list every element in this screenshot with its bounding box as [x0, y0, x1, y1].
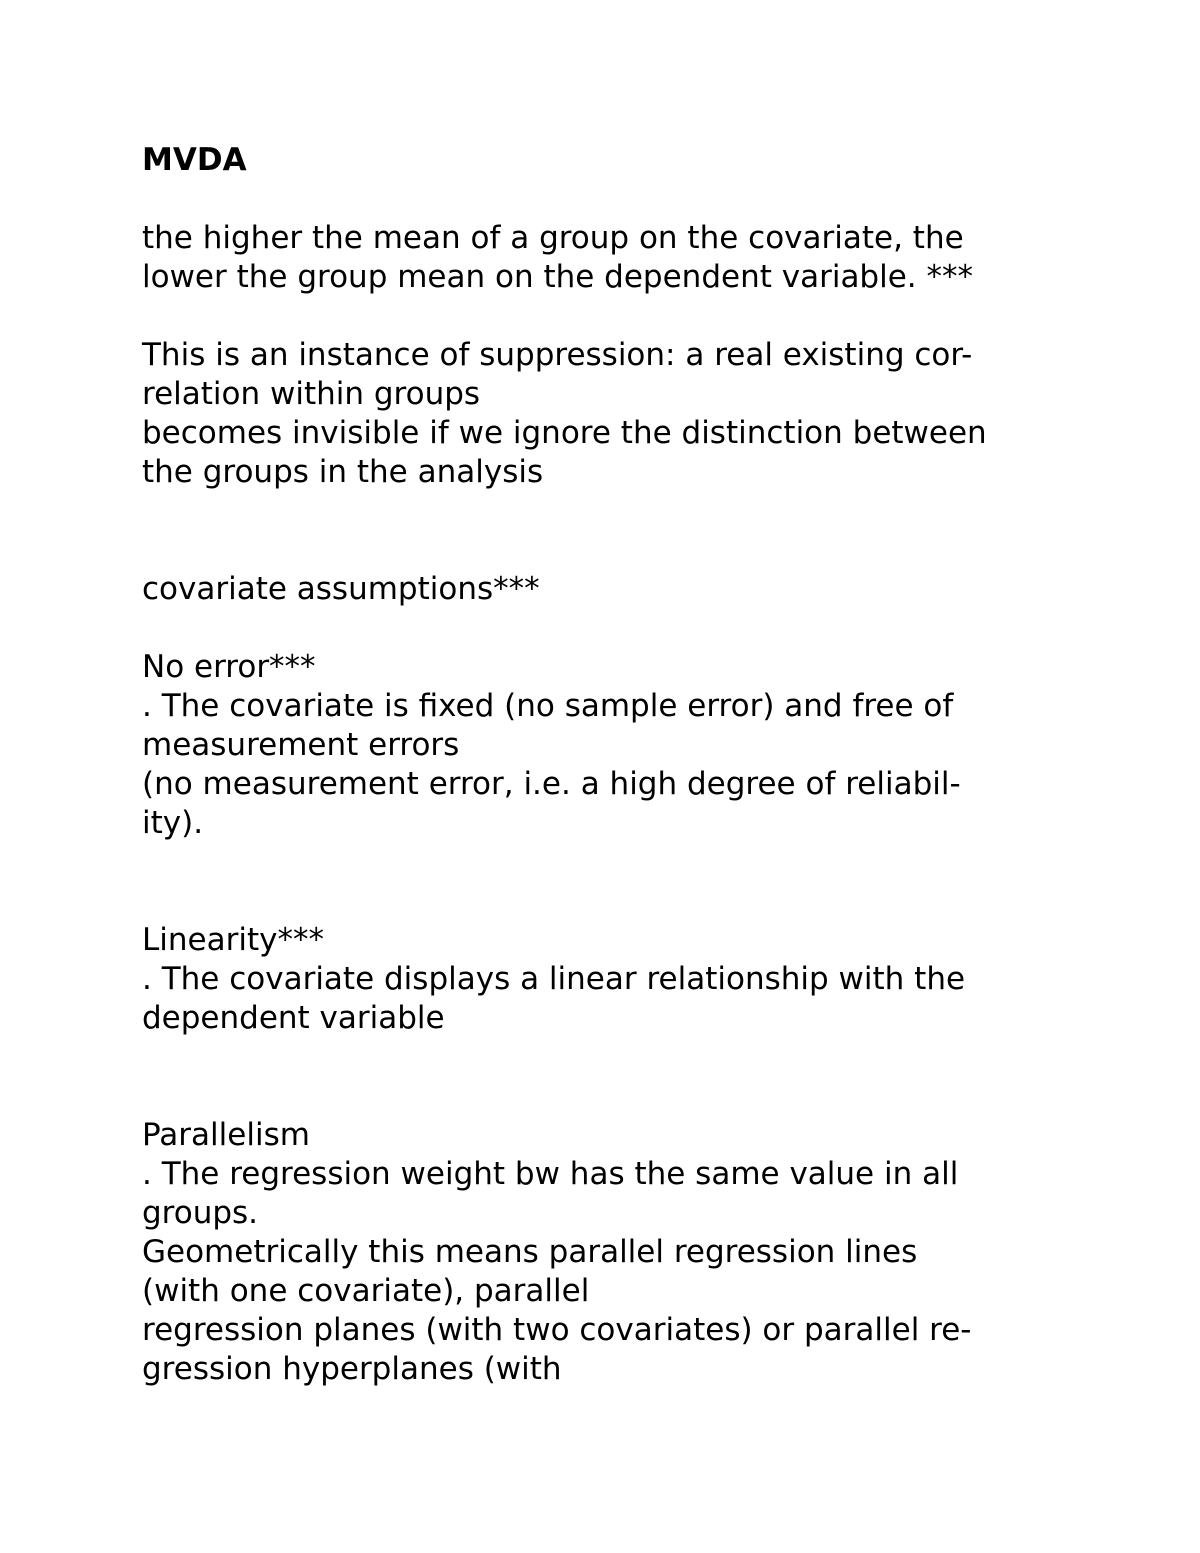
document-title: MVDA [142, 142, 247, 178]
text-line: . The covariate is fixed (no sample error) and free of [142, 688, 954, 724]
section-no-error [142, 648, 1082, 843]
text-line: dependent variable [142, 1000, 445, 1036]
section-heading: covariate assumptions*** [142, 571, 540, 607]
text-line: (with one covariate), parallel [142, 1273, 590, 1309]
section-heading: No error*** [142, 649, 316, 685]
section-parallelism [142, 1116, 1082, 1389]
text-line: gression hyperplanes (with [142, 1351, 562, 1387]
text-line: lower the group mean on the dependent variable. *** [142, 259, 974, 295]
text-line: measurement errors [142, 727, 460, 763]
paragraph-suppression [142, 336, 1082, 492]
text-line: relation within groups [142, 376, 481, 412]
text-line: . The covariate displays a linear relationship with the [142, 961, 966, 997]
section-heading: Linearity*** [142, 922, 324, 958]
text-line: becomes invisible if we ignore the distinction between [142, 415, 987, 451]
text-line: regression planes (with two covariates) or parallel re- [142, 1312, 972, 1348]
text-line: the higher the mean of a group on the covariate, the [142, 220, 964, 256]
section-linearity [142, 921, 1082, 1038]
text-line: groups. [142, 1195, 259, 1231]
text-line: (no measurement error, i.e. a high degree of reliabil- [142, 766, 961, 802]
text-line: This is an instance of suppression: a real existing cor- [142, 337, 973, 373]
text-line: the groups in the analysis [142, 454, 544, 490]
document-body [142, 141, 1082, 1389]
text-line: ity). [142, 805, 204, 841]
paragraph-covariate-mean [142, 219, 1082, 297]
section-heading: Parallelism [142, 1117, 310, 1153]
text-line: . The regression weight bw has the same value in all [142, 1156, 959, 1192]
heading-covariate-assumptions [142, 570, 1082, 609]
text-line: Geometrically this means parallel regression lines [142, 1234, 918, 1270]
